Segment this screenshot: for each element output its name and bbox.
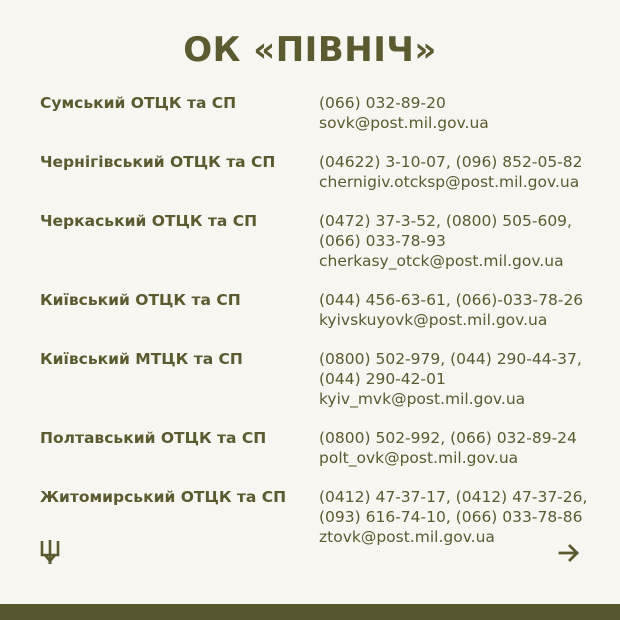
entry-contacts: [319, 487, 587, 547]
page-title: ОК «ПІВНІЧ»: [183, 30, 437, 70]
entry-email: kyiv_mvk@post.mil.gov.ua: [319, 390, 526, 408]
entry-email: chernigiv.otcksp@post.mil.gov.ua: [319, 173, 580, 191]
entry-phone: (0800) 502-992, (066) 032-89-24: [319, 429, 577, 447]
entry-email: cherkasy_otck@post.mil.gov.ua: [319, 252, 564, 270]
entry-name: Київський ОТЦК та СП: [40, 291, 241, 309]
entry-phone: (093) 616-74-10, (066) 033-78-86: [319, 508, 583, 526]
entry-contacts: [319, 211, 572, 271]
entry-name: Чернігівський ОТЦК та СП: [40, 153, 276, 171]
entry-phone: (0472) 37-3-52, (0800) 505-609,: [319, 212, 572, 230]
entry-contacts: [319, 349, 582, 409]
entry-email: polt_ovk@post.mil.gov.ua: [319, 449, 519, 467]
entry-phone: (04622) 3-10-07, (096) 852-05-82: [319, 153, 583, 171]
entry-phone: (066) 032-89-20: [319, 94, 446, 112]
entry-contacts: [319, 93, 489, 133]
entry-phone: (044) 290-42-01: [319, 370, 446, 388]
entry-phone: (0800) 502-979, (044) 290-44-37,: [319, 350, 582, 368]
entry-email: ztovk@post.mil.gov.ua: [319, 528, 495, 546]
entry-contacts: [319, 290, 583, 330]
entry-email: sovk@post.mil.gov.ua: [319, 114, 489, 132]
trident-icon: [39, 539, 61, 565]
entry-phone: (066) 033-78-93: [319, 232, 446, 250]
entry-phone: (0412) 47-37-17, (0412) 47-37-26,: [319, 488, 588, 506]
entry-contacts: [319, 152, 583, 192]
entry-phone: (044) 456-63-61, (066)-033-78-26: [319, 291, 584, 309]
entry-email: kyivskuyovk@post.mil.gov.ua: [319, 311, 548, 329]
entry-name: Сумський ОТЦК та СП: [40, 94, 237, 112]
arrow-right-icon[interactable]: [558, 544, 580, 562]
entry-contacts: [319, 428, 577, 468]
entry-name: Полтавський ОТЦК та СП: [40, 429, 267, 447]
bottom-bar: [0, 604, 620, 620]
entry-name: Київський МТЦК та СП: [40, 350, 243, 368]
entry-name: Житомирський ОТЦК та СП: [40, 488, 287, 506]
entry-name: Черкаський ОТЦК та СП: [40, 212, 258, 230]
